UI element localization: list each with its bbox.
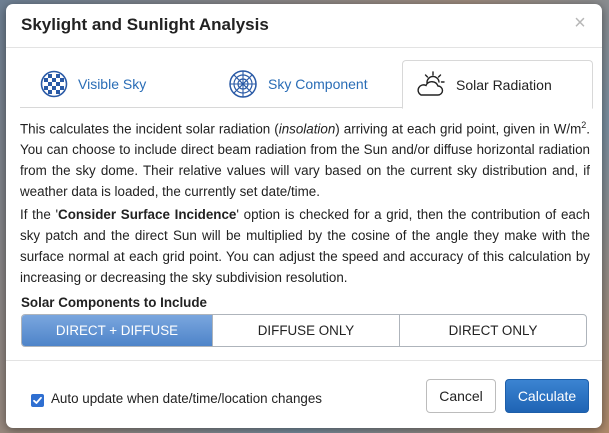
analysis-dialog <box>6 4 602 428</box>
tab-visible-sky[interactable] <box>40 60 200 108</box>
option-name: Consider Surface Incidence <box>58 207 237 222</box>
text-run: ' option is checked for a grid, then the contribution of each sky patch and the direct Sun will be multiplied by the cosine of the angle they make with the surface normal at each grid point. You can adjust the speed and accuracy of this calculation by increasing or decreasing the sky subdivision resolution. <box>20 207 590 285</box>
solar-components-selector <box>21 314 587 347</box>
close-icon[interactable]: × <box>574 12 586 34</box>
option-direct-only[interactable]: DIRECT ONLY <box>448 323 538 338</box>
dialog-header <box>6 4 602 48</box>
tab-solar-radiation[interactable] <box>402 60 593 109</box>
tab-label: Solar Radiation <box>456 76 552 93</box>
components-label: Solar Components to Include <box>21 295 207 310</box>
description-paragraph-1 <box>20 115 590 202</box>
option-direct-diffuse[interactable]: DIRECT + DIFFUSE <box>22 315 213 346</box>
tab-sky-component[interactable] <box>228 60 398 108</box>
dialog-footer <box>6 360 602 428</box>
superscript: 2 <box>581 120 587 130</box>
tab-bar <box>20 60 588 108</box>
auto-update-checkbox[interactable] <box>31 394 44 407</box>
auto-update-label[interactable]: Auto update when date/time/location changes <box>51 391 322 406</box>
description-paragraph-2 <box>20 204 590 288</box>
tab-label: Visible Sky <box>78 76 147 92</box>
solar-radiation-icon <box>416 70 446 100</box>
text-run: This calculates the incident solar radiation ( <box>20 121 279 137</box>
sky-component-icon <box>228 69 258 99</box>
text-run: If the ' <box>20 207 59 222</box>
cancel-button[interactable]: Cancel <box>426 379 496 413</box>
text-run: ) arriving at each grid point, given in W/m <box>335 121 582 137</box>
text-run: . You can choose to include direct beam radiation from the Sun and/or diffuse horizontal radiation from the sky dome. Their relative values will vary based on the current sky distribution and, if weather data is loaded, the currently set date/time. <box>20 121 590 200</box>
checkmark-icon <box>32 395 43 406</box>
emphasis-insolation: insolation <box>278 121 336 137</box>
dialog-title: Skylight and Sunlight Analysis <box>21 15 269 34</box>
option-diffuse-only[interactable]: DIFFUSE ONLY <box>213 315 400 346</box>
visible-sky-icon <box>40 70 68 98</box>
tab-label: Sky Component <box>268 76 368 92</box>
calculate-button[interactable]: Calculate <box>505 379 589 413</box>
